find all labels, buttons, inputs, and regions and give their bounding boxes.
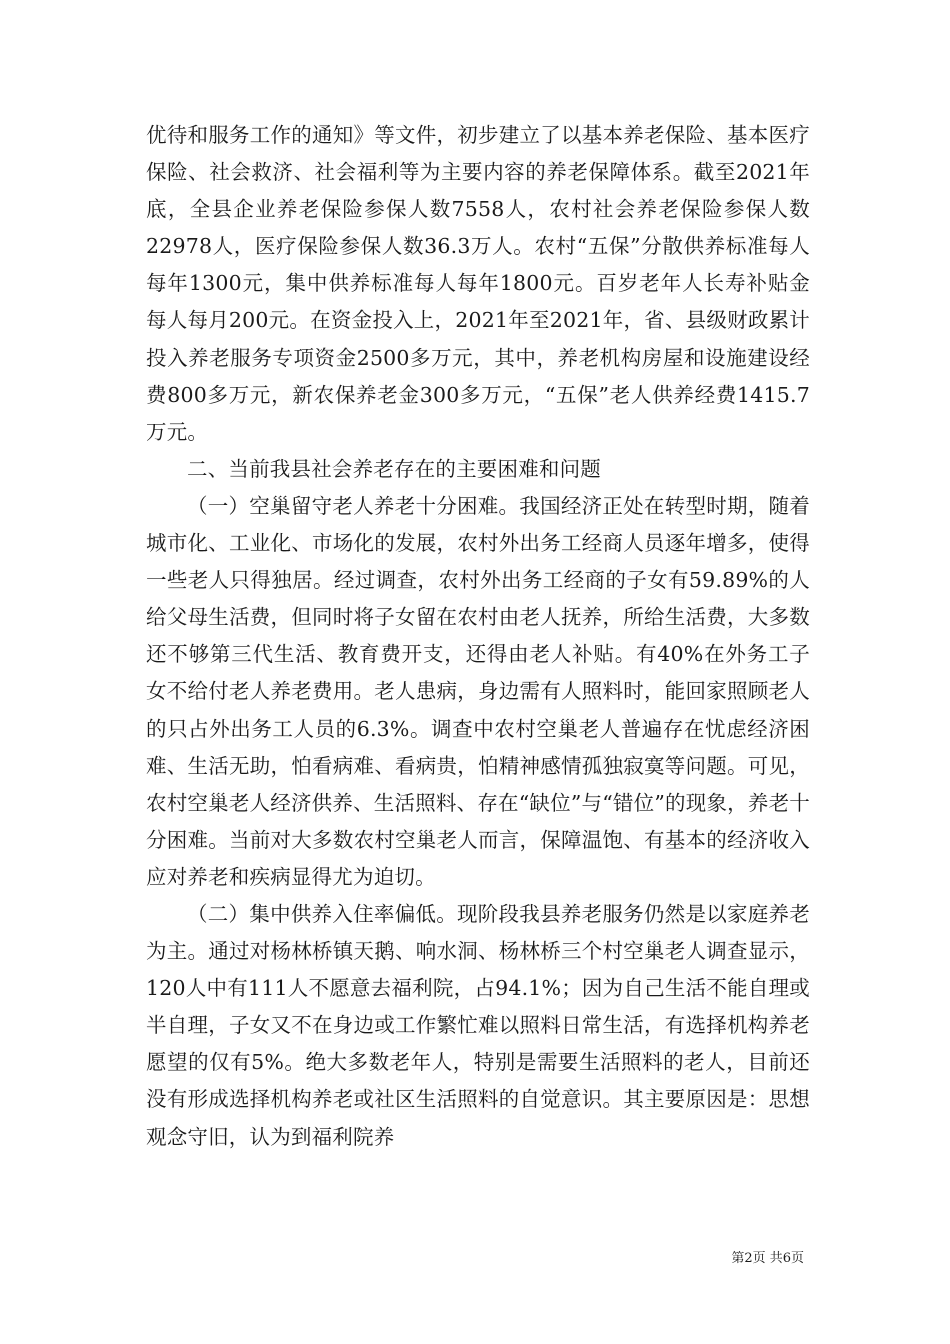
document-body	[146, 117, 810, 1156]
paragraph-continuation: 优待和服务工作的通知》等文件，初步建立了以基本养老保险、基本医疗保险、社会救济、社会福利等为主要内容的养老保障体系。截至2021年底，全县企业养老保险参保人数7558人，农村社会养老保险参保人数22978人，医疗保险参保人数36.3万人。农村“五保”分散供养标准每人每年1300元，集中供养标准每人每年1800元。百岁老年人长寿补贴金每人每月200元。在资金投入上，2021年至2021年，省、县级财政累计投入养老服务专项资金2500多万元，其中，养老机构房屋和设施建设经费800多万元，新农保养老金300多万元，“五保”老人供养经费1415.7万元。	[146, 123, 810, 444]
paragraph-empty-nest-elderly: （一）空巢留守老人养老十分困难。我国经济正处在转型时期，随着城市化、工业化、市场化的发展，农村外出务工经商人员逐年增多，使得一些老人只得独居。经过调查，农村外出务工经商的子女有59.89%的人给父母生活费，但同时将子女留在农村由老人抚养，所给生活费，大多数还不够第三代生活、教育费开支，还得由老人补贴。有40%在外务工子女不给付老人养老费用。老人患病，身边需有人照料时，能回家照顾老人的只占外出务工人员的6.3%。调查中农村空巢老人普遍存在忧虑经济困难、生活无助，怕看病难、看病贵，怕精神感情孤独寂寞等问题。可见，农村空巢老人经济供养、生活照料、存在“缺位”与“错位”的现象，养老十分困难。当前对大多数农村空巢老人而言，保障温饱、有基本的经济收入应对养老和疾病显得尤为迫切。	[146, 493, 810, 889]
paragraph-low-occupancy: （二）集中供养入住率偏低。现阶段我县养老服务仍然是以家庭养老为主。通过对杨林桥镇天鹅、响水洞、杨林桥三个村空巢老人调查显示，120人中有111人不愿意去福利院，占94.1%；因为自己生活不能自理或半自理，子女又不在身边或工作繁忙难以照料日常生活，有选择机构养老愿望的仅有5%。绝大多数老年人，特别是需要生活照料的老人，目前还没有形成选择机构养老或社区生活照料的自觉意识。其主要原因是：思想观念守旧，认为到福利院养	[146, 901, 810, 1149]
section-heading: 二、当前我县社会养老存在的主要困难和问题	[187, 456, 601, 481]
page-number-footer: 第2页 共6页	[731, 1251, 804, 1266]
